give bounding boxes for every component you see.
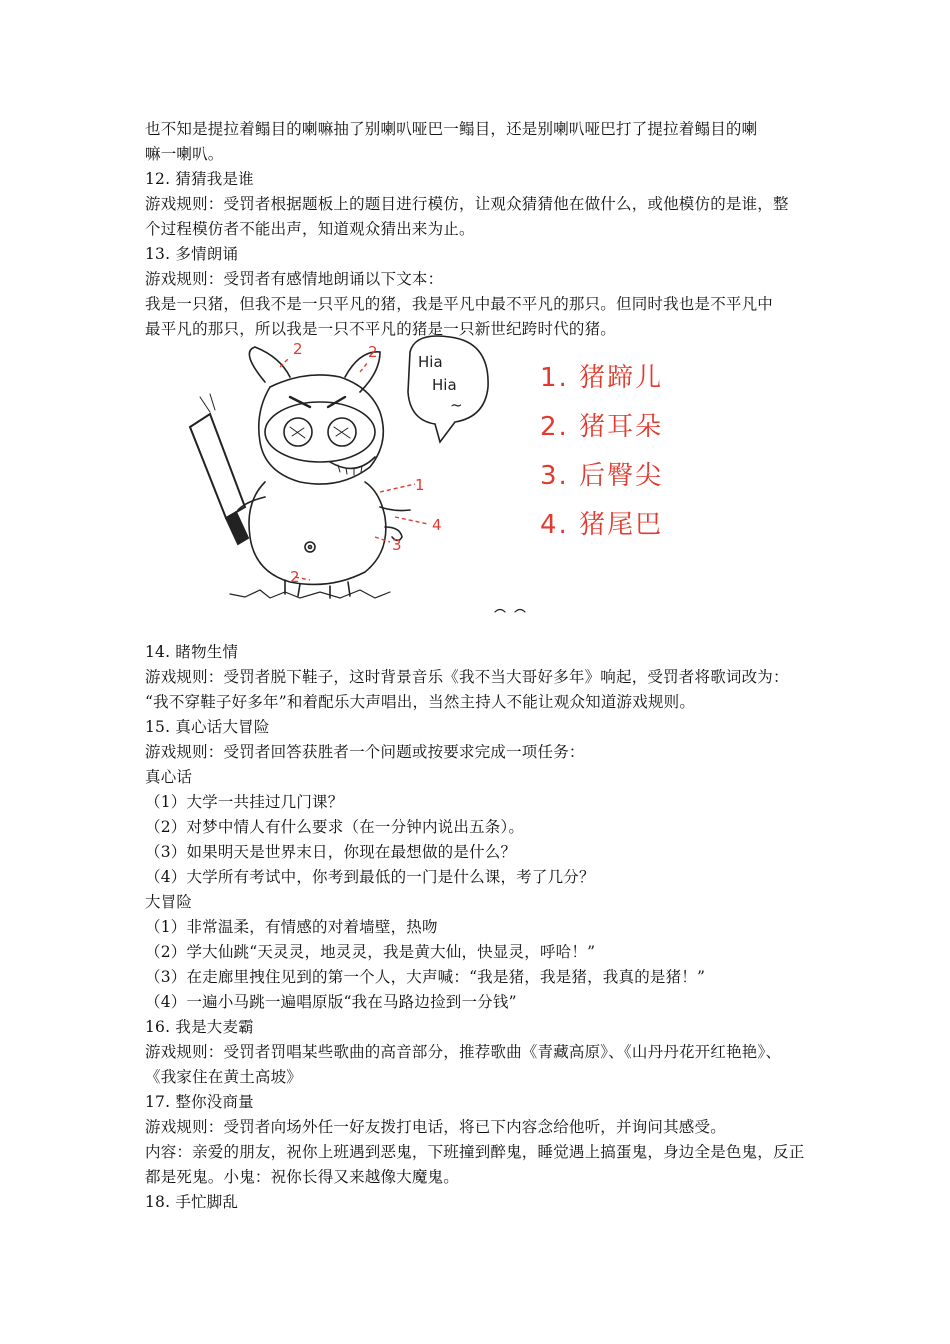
speech-line-3: ~ xyxy=(450,396,463,414)
text-line: 游戏规则：受罚者根据题板上的题目进行模仿，让观众猜猜他在做什么，或他模仿的是谁，整 xyxy=(145,195,789,213)
list-item: （4）一遍小马跳一遍唱原版“我在马路边捡到一分钱” xyxy=(145,993,517,1011)
speech-line-1: Hia xyxy=(418,353,443,371)
text-line: 个过程模仿者不能出声，知道观众猜出来为止。 xyxy=(145,220,475,238)
marker-2-leg: 2 xyxy=(290,568,300,586)
label-hip-tip: 3. 后臀尖 xyxy=(540,461,664,491)
text-line: 《我家住在黄土高坡》 xyxy=(145,1068,303,1086)
text-line: 我是一只猪，但我不是一只平凡的猪，我是平凡中最不平凡的那只。但同时我也是不平凡中 xyxy=(145,295,774,313)
text-line: 真心话 xyxy=(145,768,193,786)
pig-illustration xyxy=(170,332,670,622)
marker-1: 1 xyxy=(415,476,425,494)
pig-part-labels xyxy=(540,354,710,550)
list-item: （4）大学所有考试中，你考到最低的一门是什么课，考了几分？ xyxy=(145,868,595,886)
section-heading: 16. 我是大麦霸 xyxy=(145,1018,254,1036)
marker-4: 4 xyxy=(432,516,442,534)
list-item: （1）大学一共挂过几门课？ xyxy=(145,793,344,811)
text-line: 大冒险 xyxy=(145,893,193,911)
label-pig-trotter: 1. 猪蹄儿 xyxy=(540,363,664,393)
marker-3: 3 xyxy=(392,536,402,554)
label-pig-ear: 2. 猪耳朵 xyxy=(540,412,664,442)
list-item: （2）对梦中情人有什么要求（在一分钟内说出五条）。 xyxy=(145,818,525,836)
label-pig-tail: 4. 猪尾巴 xyxy=(540,510,664,540)
list-item: （1）非常温柔，有情感的对着墙壁，热吻 xyxy=(145,918,438,936)
text-line: 最平凡的那只，所以我是一只不平凡的猪是一只新世纪跨时代的猪。 xyxy=(145,320,617,338)
speech-line-2: Hia xyxy=(432,376,457,394)
section-heading: 14. 睹物生情 xyxy=(145,643,239,661)
text-line: 游戏规则：受罚者罚唱某些歌曲的高音部分，推荐歌曲《青藏高原》、《山丹丹花开红艳艳》、 xyxy=(145,1043,782,1061)
list-item: （3）如果明天是世界末日，你现在最想做的是什么？ xyxy=(145,843,517,861)
section-heading: 13. 多情朗诵 xyxy=(145,245,239,263)
text-line: 游戏规则：受罚者回答获胜者一个问题或按要求完成一项任务： xyxy=(145,743,585,761)
section-heading: 15. 真心话大冒险 xyxy=(145,718,270,736)
section-heading: 18. 手忙脚乱 xyxy=(145,1193,239,1211)
list-item: （3）在走廊里拽住见到的第一个人，大声喊：“我是猪，我是猪，我真的是猪！” xyxy=(145,968,706,986)
marker-2-right: 2 xyxy=(368,343,378,361)
list-item: （2）学大仙跳“天灵灵，地灵灵，我是黄大仙，快显灵，呼哈！” xyxy=(145,943,596,961)
text-line: 内容：亲爱的朋友，祝你上班遇到恶鬼，下班撞到醉鬼，睡觉遇上搞蛋鬼，身边全是色鬼，反正 xyxy=(145,1143,805,1161)
section-heading: 17. 整你没商量 xyxy=(145,1093,254,1111)
text-line: 游戏规则：受罚者向场外任一好友拨打电话，将已下内容念给他听，并询问其感受。 xyxy=(145,1118,726,1136)
text-line: 游戏规则：受罚者脱下鞋子，这时背景音乐《我不当大哥好多年》响起，受罚者将歌词改为： xyxy=(145,668,789,686)
text-line: 嘛一喇叭。 xyxy=(145,145,224,163)
section-heading: 12. 猜猜我是谁 xyxy=(145,170,254,188)
marker-2-left: 2 xyxy=(293,340,303,358)
text-line: 游戏规则：受罚者有感情地朗诵以下文本： xyxy=(145,270,444,288)
text-line: 都是死鬼。小鬼：祝你长得又来越像大魔鬼。 xyxy=(145,1168,460,1186)
text-line: “我不穿鞋子好多年”和着配乐大声唱出，当然主持人不能让观众知道游戏规则。 xyxy=(145,693,696,711)
text-line: 也不知是提拉着鳎目的喇嘛抽了别喇叭哑巴一鳎目，还是别喇叭哑巴打了提拉着鳎目的喇 xyxy=(145,120,758,138)
